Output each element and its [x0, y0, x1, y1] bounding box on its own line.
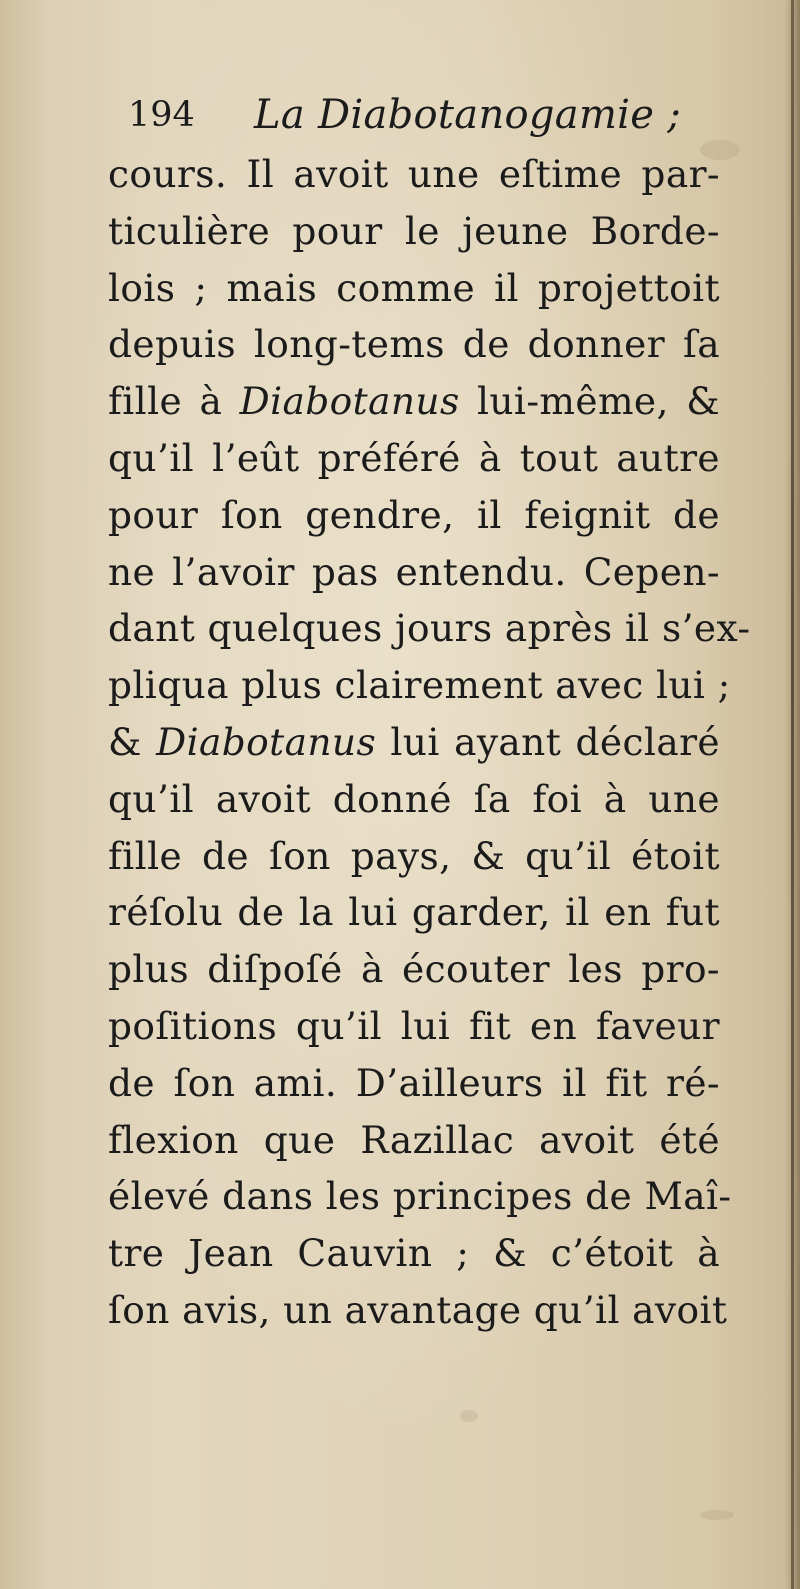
text-line: de ſon ami. D’ailleurs il fit ré- — [108, 1060, 720, 1105]
text-line: qu’il avoit donné ſa foi à une — [108, 776, 720, 821]
text-line: cours. Il avoit une eſtime par- — [108, 152, 720, 196]
page-number: 194 — [128, 95, 195, 135]
text-line: ticulière pour le jeune Borde- — [108, 208, 720, 253]
text-line: plus diſpoſé à écouter les pro- — [108, 947, 720, 992]
text-line: & Diabotanus lui ayant déclaré — [108, 719, 720, 764]
text-line: tre Jean Cauvin ; & c’étoit à — [108, 1231, 720, 1276]
text-line: pour ſon gendre, il feignit de — [108, 492, 720, 537]
text-line: ne l’avoir pas entendu. Cepen- — [108, 549, 720, 594]
binding-edge — [791, 0, 794, 1589]
text-line: flexion que Razillac avoit été — [108, 1117, 720, 1162]
text-line: pliqua plus clairement avec lui ; — [108, 663, 731, 708]
text-line: poſitions qu’il lui fit en faveur — [108, 1003, 720, 1048]
text-line: ſon avis, un avantage qu’il avoit — [108, 1287, 728, 1332]
running-header — [128, 86, 688, 144]
text-line: élevé dans les principes de Maî- — [108, 1174, 732, 1219]
text-line: depuis long-tems de donner ſa — [108, 322, 720, 367]
paper-stain — [700, 1510, 734, 1520]
paper-stain — [460, 1410, 478, 1422]
running-title: La Diabotanogamie ; — [254, 92, 682, 138]
body-text — [108, 146, 751, 1339]
italic-name: Diabotanus — [239, 379, 460, 424]
text-line: réſolu de la lui garder, il en fut — [108, 890, 720, 935]
text-line: qu’il l’eût préféré à tout autre — [108, 435, 720, 480]
text-line: fille de ſon pays, & qu’il étoit — [108, 833, 720, 878]
text-line: dant quelques jours après il s’ex- — [108, 606, 751, 651]
text-line: lois ; mais comme il projettoit — [108, 265, 720, 310]
text-line: fille à Diabotanus lui-même, & — [108, 379, 720, 424]
italic-name: Diabotanus — [156, 719, 377, 764]
